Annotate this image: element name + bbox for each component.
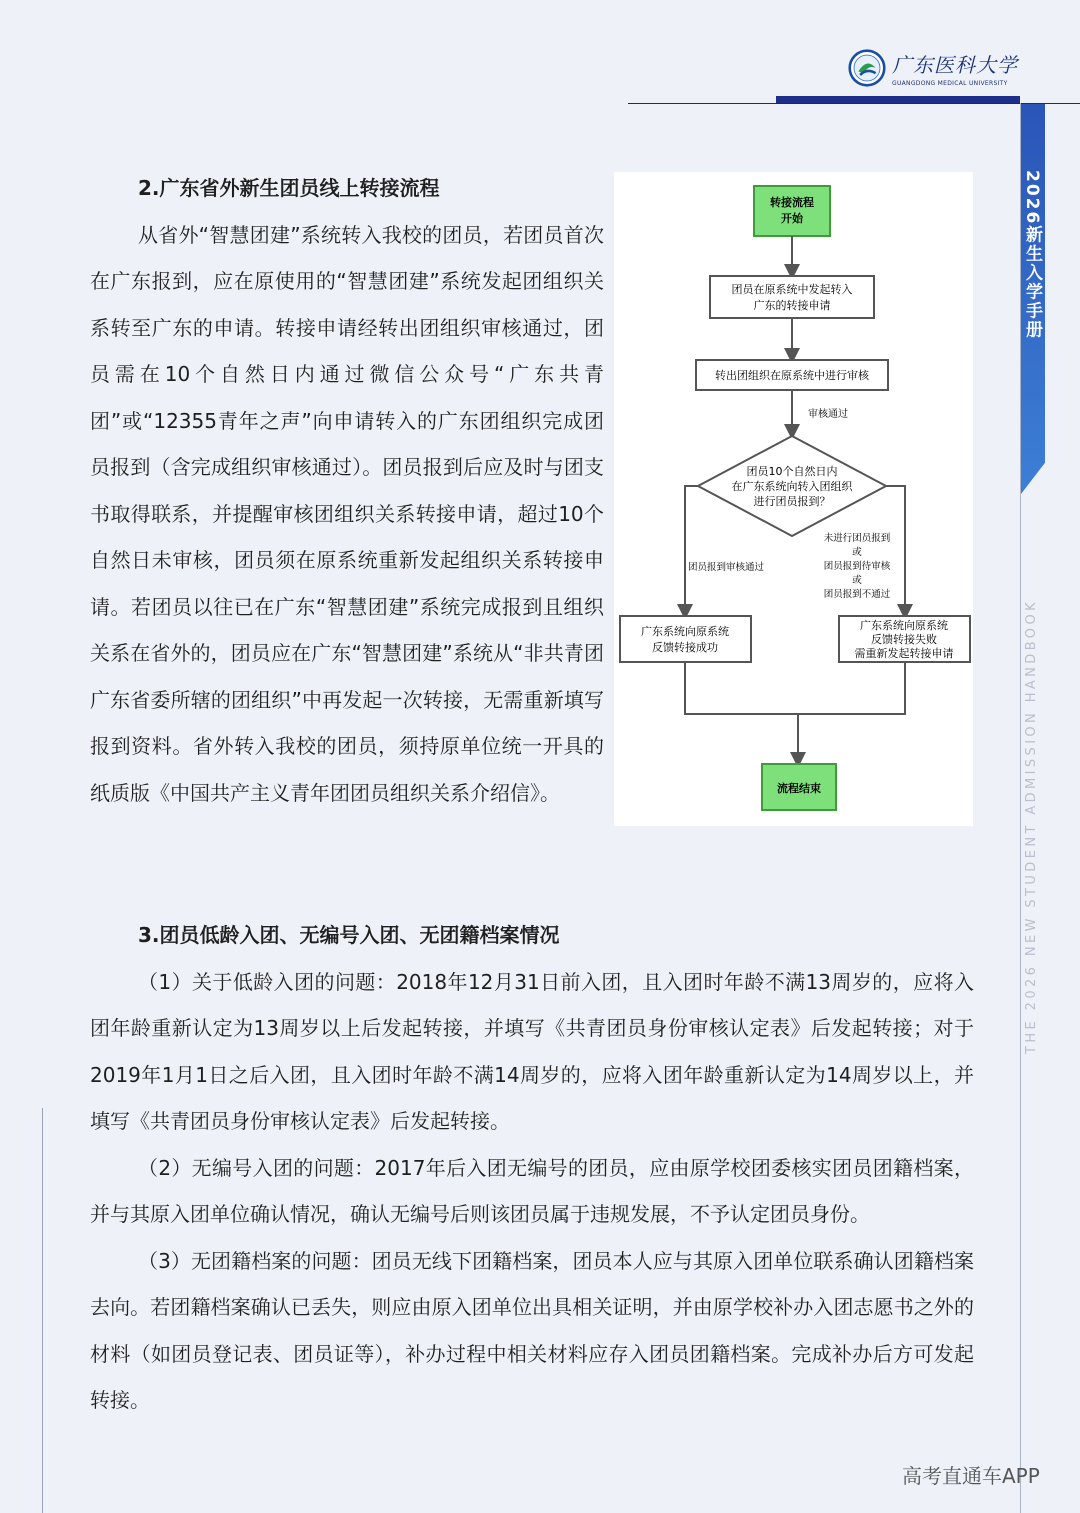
flow-label-right-1: 未进行团员报到: [823, 533, 891, 544]
flow-fail-line2: 反馈转接失败: [871, 633, 937, 646]
flow-label-pass: 审核通过: [808, 409, 848, 420]
flow-start-line2: 开始: [781, 212, 803, 225]
flow-start-node: [754, 186, 830, 236]
section-2: [90, 165, 604, 816]
section-2-heading: 2.广东省外新生团员线上转接流程: [138, 176, 440, 200]
flow-step2-text: 转出团组织在原系统中进行审核: [715, 369, 869, 382]
watermark: 高考直通车APP: [902, 1464, 1040, 1488]
flow-fail-line1: 广东系统向原系统: [860, 619, 948, 632]
left-rule: [42, 1108, 43, 1513]
flow-label-right-2: 或: [852, 547, 862, 558]
logo-english-name: GUANGDONG MEDICAL UNIVERSITY: [892, 80, 1008, 87]
flow-label-right-3: 团员报到待审核: [823, 561, 891, 572]
flow-end-node: [762, 764, 836, 810]
flow-success-node: [620, 616, 751, 662]
flow-step-review: [696, 360, 888, 390]
section-3-paragraph-1: （1）关于低龄入团的问题：2018年12月31日前入团，且入团时年龄不满13周岁的，应将入团年龄重新认定为13周岁以上后发起转接，并填写《共青团员身份审核认定表》后发起转接；对于2019年1月1日之后入团，且入团时年龄不满14周岁的，应将入团年龄重新认定为14周岁以上，并填写《共青团员身份审核认定表》后发起转接。: [90, 969, 974, 1133]
flow-step1-line2: 广东的转接申请: [753, 299, 831, 312]
flow-label-left: 团员报到审核通过: [688, 562, 765, 573]
flow-label-right-5: 团员报到不通过: [823, 589, 891, 600]
flow-decision-line2: 在广东系统向转入团组织: [731, 480, 853, 493]
section-3-heading: 3.团员低龄入团、无编号入团、无团籍档案情况: [138, 923, 560, 947]
flow-arrow-left: [685, 486, 698, 612]
flow-step1-line1: 团员在原系统中发起转入: [731, 283, 853, 296]
university-logo: [848, 44, 1018, 92]
university-emblem-icon: [848, 46, 886, 90]
section-3-paragraph-3: （3）无团籍档案的问题：团员无线下团籍档案，团员本人应与其原入团单位联系确认团籍档案去向。若团籍档案确认已丢失，则应由原入团单位出具相关证明，并由原学校补办入团志愿书之外的材料（如团员登记表、团员证等），补办过程中相关材料应存入团员团籍档案。完成补办后方可发起转接。: [90, 1248, 974, 1412]
flow-step-initiate: [710, 276, 874, 318]
flow-label-right: [824, 532, 891, 600]
flow-success-line1: 广东系统向原系统: [641, 625, 729, 638]
flow-success-line2: 反馈转接成功: [652, 641, 718, 654]
flow-decision: [698, 436, 886, 536]
logo-chinese-name: 广东医科大学: [892, 53, 1018, 77]
section-3-paragraph-2: （2）无编号入团的问题：2017年后入团无编号的团员，应由原学校团委核实团员团籍档案，并与其原入团单位确认情况，确认无编号后则该团员属于违规发展，不予认定团员身份。: [90, 1155, 974, 1226]
flow-fail-node: [839, 616, 970, 662]
flow-decision-line3: 进行团员报到？: [753, 495, 831, 508]
transfer-flowchart: [614, 172, 973, 826]
flow-start-line1: 转接流程: [770, 196, 814, 209]
flow-fail-line3: 需重新发起转接申请: [854, 647, 954, 660]
flow-end-text: 流程结束: [777, 782, 821, 795]
flow-decision-line1: 团员10个自然日内: [746, 465, 838, 478]
flow-merge-line: [685, 662, 905, 714]
side-title: 2026新生入学手册: [1022, 170, 1042, 340]
header-rule: [628, 103, 1080, 104]
section-3: [90, 912, 974, 1424]
header-accent-bar: [776, 96, 1020, 103]
section-2-paragraph: 从省外“智慧团建”系统转入我校的团员，若团员首次在广东报到，应在原使用的“智慧团建”系统发起团组织关系转至广东的申请。转接申请经转出团组织审核通过，团员需在10个自然日内通过微信公众号“广东共青团”或“12355青年之声”向申请转入的广东团组织完成团员报到（含完成组织审核通过）。团员报到后应及时与团支书取得联系，并提醒审核团组织关系转接申请，超过10个自然日未审核，团员须在原系统重新发起组织关系转接申请。若团员以往已在广东“智慧团建”系统完成报到且组织关系在省外的，团员应在广东“智慧团建”系统从“非共青团广东省委所辖的团组织”中再发起一次转接，无需重新填写报到资料。省外转入我校的团员，须持原单位统一开具的纸质版《中国共产主义青年团团员组织关系介绍信》。: [90, 222, 604, 805]
side-subtitle: THE 2026 NEW STUDENT ADMISSION HANDBOOK: [1024, 599, 1039, 1054]
flow-label-right-4: 或: [852, 575, 862, 586]
